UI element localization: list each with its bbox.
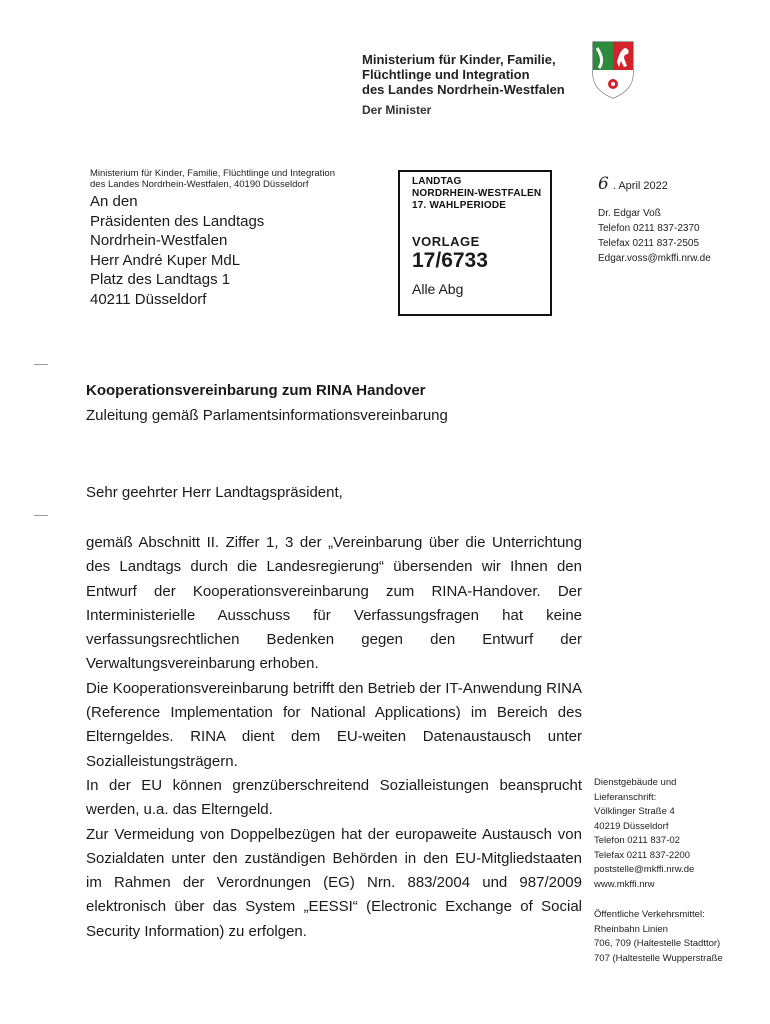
office-address-line: 40219 Düsseldorf (594, 820, 669, 832)
office-address-line: Telefon 0211 837-02 (594, 835, 680, 846)
minister-label: Der Minister (362, 103, 432, 117)
body-paragraph-1: gemäß Abschnitt II. Ziffer 1, 3 der „Vereinbarung über die Unterrichtung des Landtags durch die Landesregierung“ übersenden wir Ihnen den Entwurf der Kooperationsvereinbarung zum RINA-Handover. Der Interministerielle Ausschuss für Verfassungsfragen hat keine verfassungsrechtlichen Bedenken gegen den Entwurf der Verwaltungsvereinbarung erhoben. (86, 534, 582, 673)
contact-block (598, 206, 711, 266)
ministry-name-line-3: des Landes Nordrhein-Westfalen (362, 82, 565, 97)
sender-line-1: Ministerium für Kinder, Familie, Flüchtlinge und Integration (90, 168, 336, 179)
contact-name: Dr. Edgar Voß (598, 208, 661, 219)
sender-return-address (90, 168, 380, 190)
recipient-line: Platz des Landtags 1 (90, 271, 231, 288)
contact-email: Edgar.voss@mkffi.nrw.de (598, 253, 711, 264)
recipient-line: Nordrhein-Westfalen (90, 232, 228, 249)
stamp-distribution: Alle Abg (412, 281, 464, 297)
recipient-line: Herr André Kuper MdL (90, 251, 241, 269)
landtag-stamp (398, 170, 552, 316)
office-address-line: Lieferanschrift: (594, 791, 657, 803)
office-address-line: Telefax 0211 837-2200 (594, 849, 690, 861)
contact-phone: Telefon 0211 837-2370 (598, 223, 700, 234)
ministry-name-line-2: Flüchtlinge und Integration (362, 67, 530, 82)
office-email: poststelle@mkffi.nrw.de (594, 864, 695, 875)
letter-subtitle: Zuleitung gemäß Parlamentsinformationsvereinbarung (86, 407, 448, 424)
body-paragraph-3: In der EU können grenzüberschreitend Sozialleistungen beansprucht werden, u.a. das Elterngeld. (86, 776, 582, 819)
stamp-line-2: NORDRHEIN-WESTFALEN (412, 188, 542, 199)
body-paragraph-4: Zur Vermeidung von Doppelbezügen hat der europaweite Austausch von Sozialdaten unter den zuständigen Behörden in den EU-Mitgliedstaaten im Rahmen der Verordnungen (EG) Nrn. 883/2004 und 987/2009 elektronisch über das System „EESSI“ (Electronic Exchange of Social Security Information) zu erfolgen. (86, 825, 582, 940)
sender-line-2: des Landes Nordrhein-Westfalen, 40190 Düsseldorf (90, 179, 309, 190)
recipient-line: Präsidenten des Landtags (90, 212, 265, 230)
stamp-line-1: LANDTAG (412, 176, 462, 187)
transit-line: Öffentliche Verkehrsmittel: (594, 909, 705, 920)
recipient-line: 40211 Düsseldorf (90, 290, 207, 308)
stamp-line-3: 17. WAHLPERIODE (412, 200, 507, 211)
recipient-address (90, 192, 264, 309)
punch-mark (34, 515, 48, 516)
transit-line: 706, 709 (Haltestelle Stadttor) (594, 938, 721, 949)
date-month-year: . April 2022 (612, 180, 668, 192)
office-address-line: Dienstgebäude und (594, 777, 677, 788)
letter-body (86, 531, 582, 944)
body-paragraph-2: Die Kooperationsvereinbarung betrifft den Betrieb der IT-Anwendung RINA (Reference Implementation for National Applications) im Bereich des Elterngeldes. RINA dient dem EU-weiten Datenaustausch unter Sozialleistungsträgern. (86, 679, 582, 770)
nrw-crest-icon (590, 40, 636, 100)
ministry-name-line-1: Ministerium für Kinder, Familie, (362, 52, 556, 67)
letter-date (598, 174, 668, 194)
letter-salutation: Sehr geehrter Herr Landtagspräsident, (86, 484, 343, 501)
recipient-line: An den (90, 193, 138, 210)
transit-line: 707 (Haltestelle Wupperstraße (594, 952, 723, 964)
office-address (594, 776, 764, 892)
fold-mark (34, 364, 48, 365)
public-transport-info (594, 908, 764, 966)
ministry-header (362, 52, 592, 117)
stamp-number: 17/6733 (412, 249, 488, 272)
stamp-label: VORLAGE (412, 234, 480, 249)
letter-subject: Kooperationsvereinbarung zum RINA Handover (86, 382, 426, 399)
transit-line: Rheinbahn Linien (594, 923, 668, 935)
contact-fax: Telefax 0211 837-2505 (598, 238, 700, 249)
office-website: www.mkffi.nrw (594, 878, 655, 890)
office-address-line: Völklinger Straße 4 (594, 806, 675, 817)
date-day-handwritten: 6 (598, 174, 609, 194)
